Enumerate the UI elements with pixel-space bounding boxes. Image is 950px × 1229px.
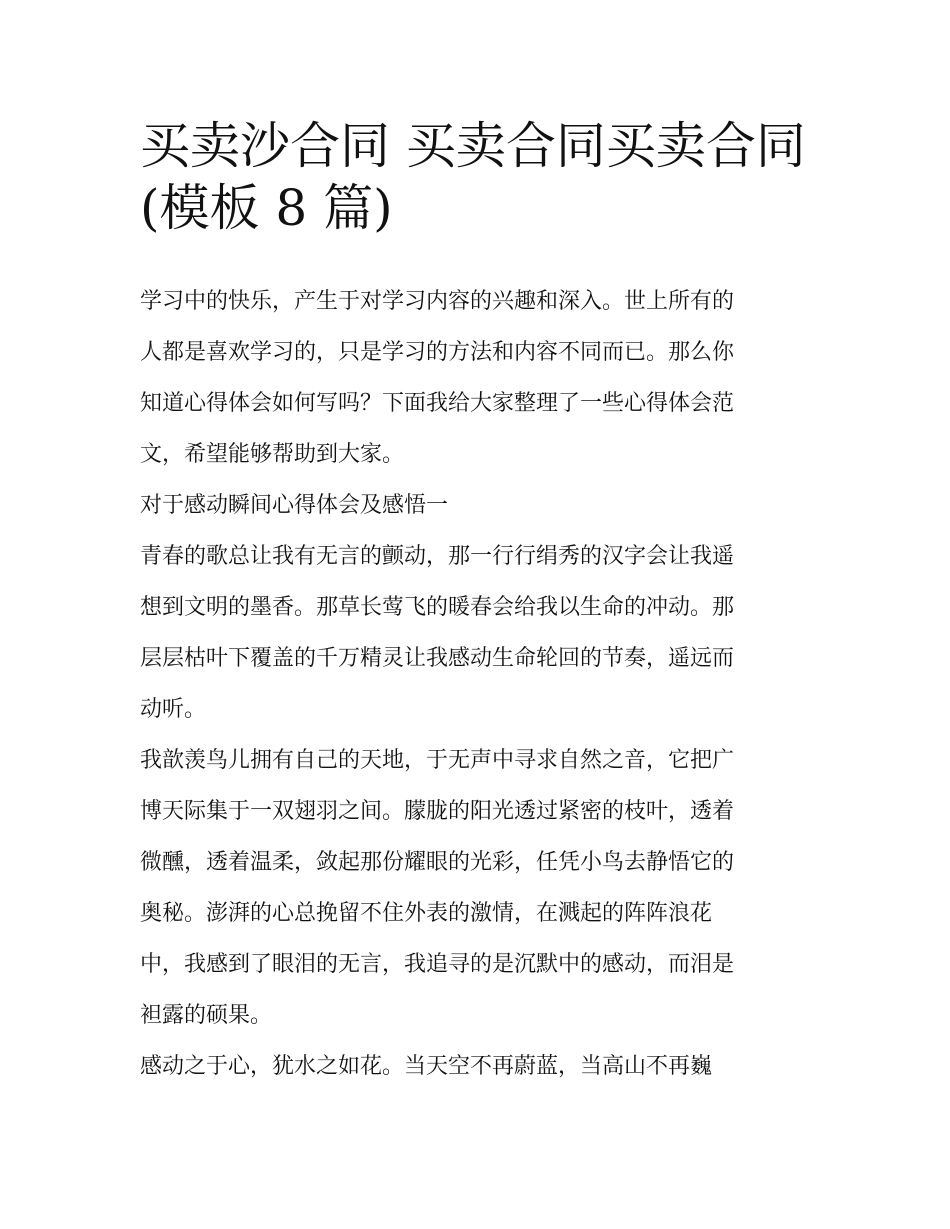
text-line: 层层枯叶下覆盖的千万精灵让我感动生命轮回的节奏，遥远而 [140,646,735,671]
text-line: 奥秘。澎湃的心总挽留不住外表的激情，在溅起的阵阵浪花 [140,901,713,926]
text-line: 人都是喜欢学习的，只是学习的方法和内容不同而已。那么你 [140,340,735,365]
text-line: 中，我感到了眼泪的无言，我追寻的是沉默中的感动，而泪是 [140,952,735,977]
text-line: 动听。 [140,697,207,722]
text-line: 感动之于心，犹水之如花。当天空不再蔚蓝，当高山不再巍 [140,1054,713,1079]
document-title [140,115,840,239]
text-line: 想到文明的墨香。那草长莺飞的暖春会给我以生命的冲动。那 [140,595,735,620]
text-line: 博天际集于一双翅羽之间。朦胧的阳光透过紧密的枝叶，透着 [140,799,735,824]
text-line: 青春的歌总让我有无言的颤动，那一行行绢秀的汉字会让我遥 [140,544,735,569]
title-line: 买卖沙合同 买卖合同买卖合同 [140,117,806,175]
document-body [140,276,840,1092]
text-line: 袒露的硕果。 [140,1003,273,1028]
section-heading: 对于感动瞬间心得体会及感悟一 [140,493,449,518]
title-line: (模板 8 篇) [140,179,393,237]
text-line: 我歆羡鸟儿拥有自己的天地，于无声中寻求自然之音，它把广 [140,748,735,773]
text-line: 学习中的快乐，产生于对学习内容的兴趣和深入。世上所有的 [140,289,735,314]
text-line: 文，希望能够帮助到大家。 [140,442,405,467]
text-line: 微醺，透着温柔，敛起那份耀眼的光彩，任凭小鸟去静悟它的 [140,850,735,875]
text-line: 知道心得体会如何写吗？下面我给大家整理了一些心得体会范 [140,391,735,416]
